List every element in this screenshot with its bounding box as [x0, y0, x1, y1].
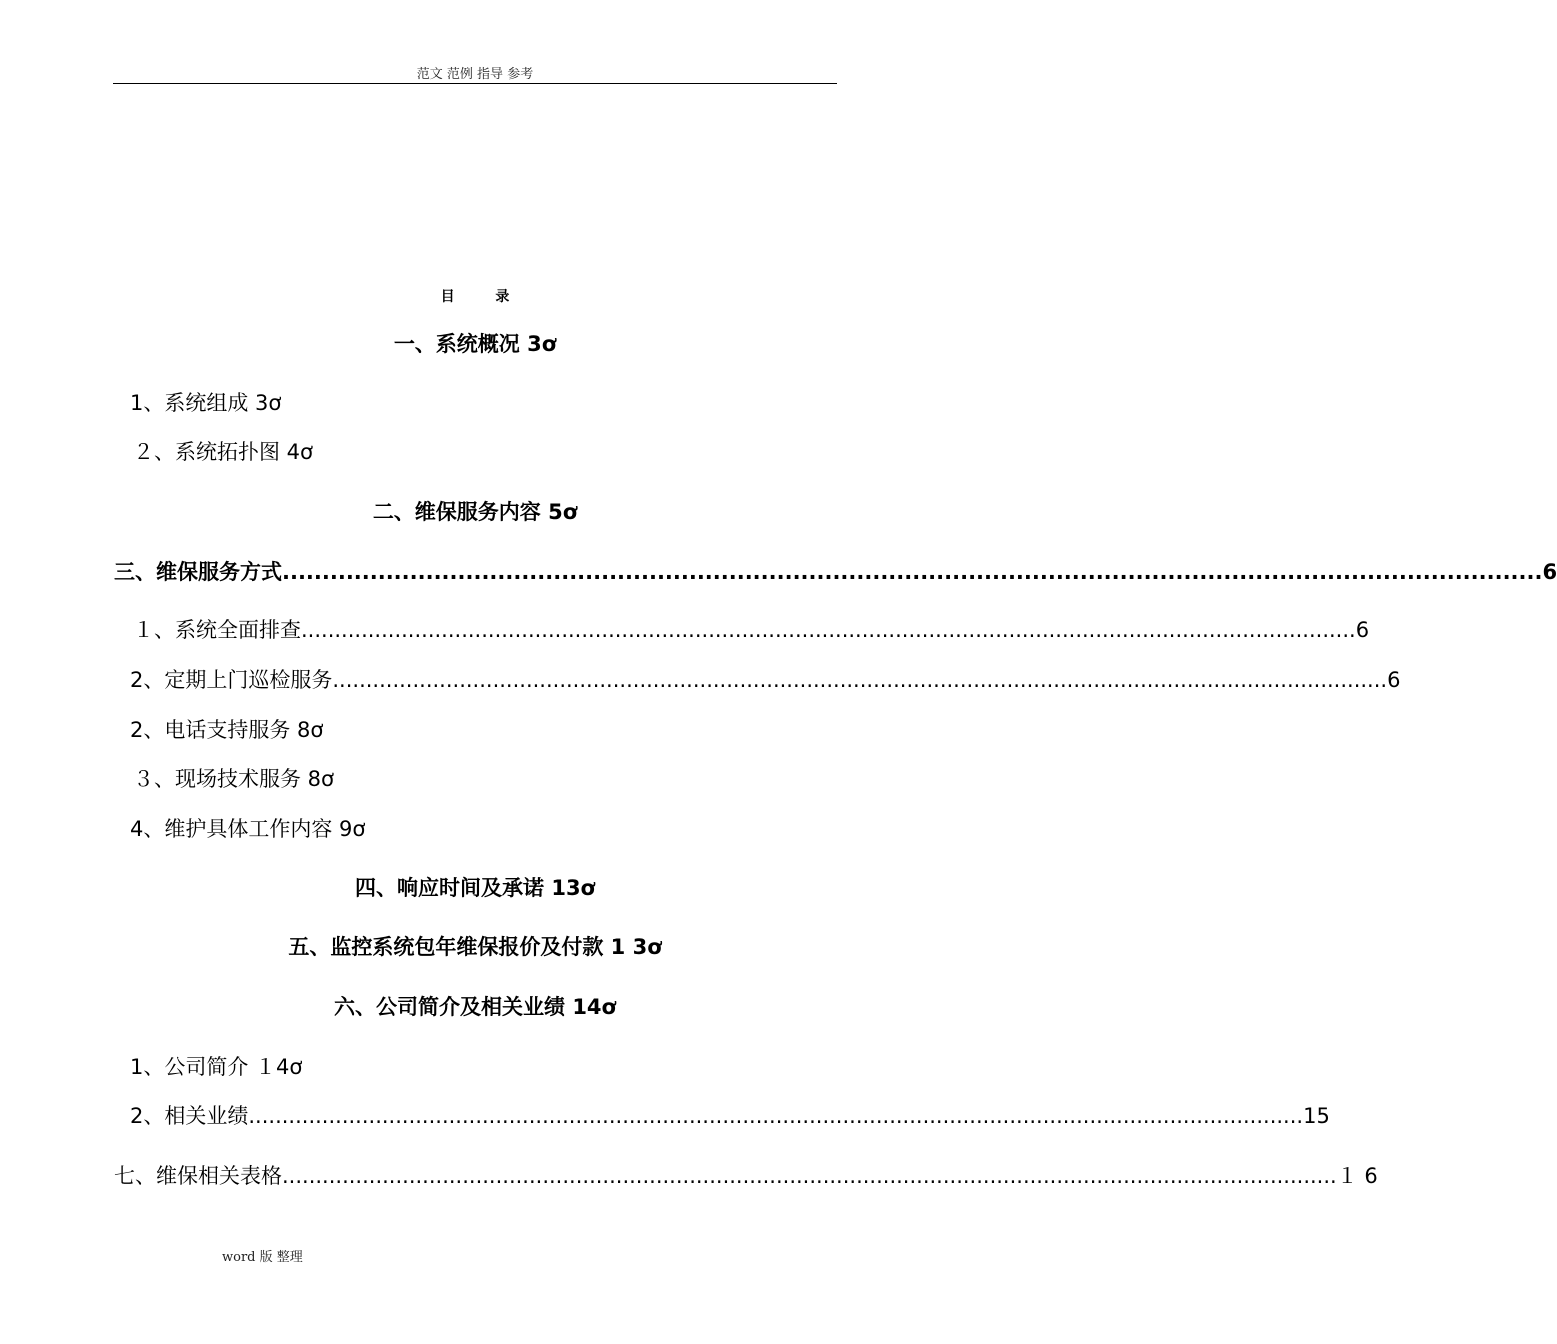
- toc-page-number: 6: [1542, 560, 1557, 584]
- toc-page-number: １ 6: [1336, 1164, 1378, 1188]
- page-header: 范文 范例 指导 参考: [416, 67, 534, 82]
- toc-title: 目 录: [440, 289, 528, 305]
- dot-leader: ..............................................................................................................................................................: [282, 1164, 1337, 1188]
- toc-entry-6-1[interactable]: 1、公司简介 １4ơ: [130, 1055, 303, 1079]
- toc-entry-3-2[interactable]: [130, 665, 1401, 695]
- toc-entry-3-1[interactable]: [133, 615, 1370, 645]
- toc-entry-section-3[interactable]: [114, 557, 1557, 587]
- header-rule: [113, 83, 837, 84]
- dot-leader: ..............................................................................................................................................................: [282, 560, 1543, 584]
- toc-entry-label: 七、维保相关表格: [114, 1164, 282, 1188]
- dot-leader: ..............................................................................................................................................................: [332, 668, 1388, 692]
- toc-entry-label: 三、维保服务方式: [114, 560, 282, 584]
- toc-entry-label: 2、相关业绩: [130, 1104, 249, 1128]
- toc-page-number: 6: [1387, 668, 1401, 692]
- toc-entry-label: 2、定期上门巡检服务: [130, 668, 333, 692]
- toc-page-number: 15: [1303, 1104, 1330, 1128]
- toc-entry-1-2[interactable]: ２、系统拓扑图 4ơ: [133, 440, 313, 464]
- dot-leader: ..............................................................................................................................................................: [301, 618, 1356, 642]
- toc-entry-section-7[interactable]: [114, 1161, 1378, 1191]
- toc-entry-section-4[interactable]: 四、响应时间及承诺 13ơ: [355, 876, 595, 900]
- page-footer: word 版 整理: [222, 1250, 303, 1265]
- toc-entry-label: １、系统全面排查: [133, 618, 301, 642]
- dot-leader: ..............................................................................................................................................................: [248, 1104, 1304, 1128]
- toc-entry-section-2[interactable]: 二、维保服务内容 5ơ: [372, 500, 578, 524]
- toc-page-number: 6: [1355, 618, 1370, 642]
- toc-entry-1-1[interactable]: 1、系统组成 3ơ: [130, 391, 282, 415]
- toc-entry-section-1[interactable]: 一、系统概况 3ơ: [393, 332, 557, 356]
- toc-entry-section-5[interactable]: 五、监控系统包年维保报价及付款 1 3ơ: [288, 935, 662, 959]
- toc-entry-section-6[interactable]: 六、公司简介及相关业绩 14ơ: [334, 995, 616, 1019]
- toc-entry-6-2[interactable]: [130, 1101, 1330, 1131]
- toc-entry-3-4[interactable]: ３、现场技术服务 8ơ: [133, 767, 334, 791]
- toc-entry-3-5[interactable]: 4、维护具体工作内容 9ơ: [130, 817, 366, 841]
- toc-entry-3-3[interactable]: 2、电话支持服务 8ơ: [130, 718, 324, 742]
